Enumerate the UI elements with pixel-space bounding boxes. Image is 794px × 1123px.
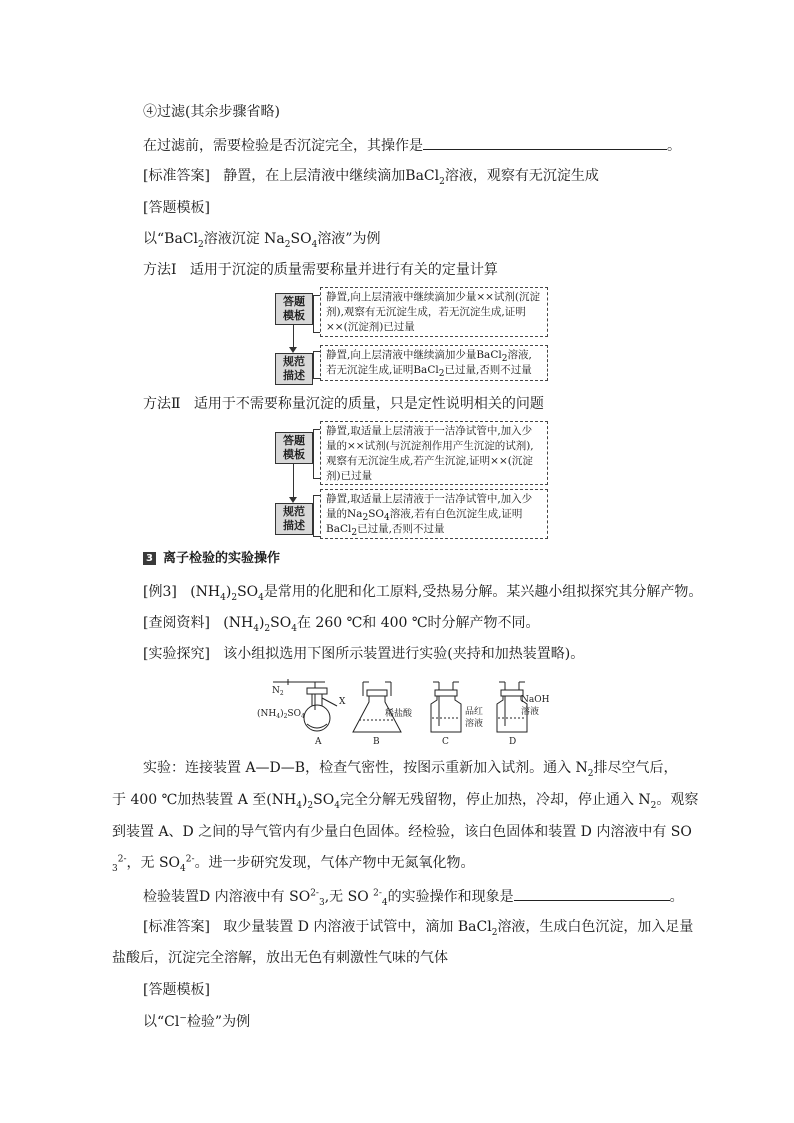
tag-line: 描述 [283, 369, 305, 382]
answer2-line2: 盐酸后，沉淀完全溶解，放出无色有刺激性气味的气体 [112, 950, 448, 966]
template-label: [答题模板] [143, 200, 210, 216]
b-liquid-label: 稀盐酸 [385, 709, 413, 719]
method1-text: 适用于沉淀的质量需要称量并进行有关的定量计算 [189, 262, 498, 278]
bottle-c [431, 696, 461, 732]
experiment-line3: 到装置 A、D 之间的导气管内有少量白色固体。经检验，该白色固体和装置 D 内溶液中有 SO [112, 824, 692, 840]
method1-tag-description [275, 353, 313, 385]
method1-description-box [320, 345, 548, 381]
exp-text: SO [313, 792, 335, 808]
d-liquid-label-1: NaOH [521, 695, 550, 705]
question1 [143, 135, 681, 155]
exp-text: ，无 SO [126, 855, 181, 871]
example-intro-2 [143, 1013, 250, 1031]
label-b: B [373, 737, 380, 747]
question1-text: 在过滤前，需要检验是否沉淀完全，其操作是 [143, 138, 423, 154]
box-text: 溶液,若有白色沉淀生成,证明BaCl [326, 508, 523, 535]
q2-end: 。 [669, 889, 684, 905]
answer-blank [514, 886, 670, 901]
answer1 [143, 167, 599, 185]
method1-label: 方法Ⅰ [143, 262, 177, 278]
intro2-a: 以“Cl [143, 1014, 180, 1030]
section3-title: 离子检验的实验操作 [163, 551, 281, 566]
intro-b: 溶液沉淀 Na [203, 231, 285, 247]
box-sub: 2 [501, 354, 508, 365]
exp-sub: 2 [587, 768, 594, 779]
exp-text: 。观察 [656, 792, 699, 808]
reagent-a-label: $(NH_4)_2SO_4$ [257, 709, 305, 720]
answer-blank [423, 135, 667, 150]
exp-sub: 4 [296, 800, 302, 811]
explore-label: [实验探究] [143, 646, 210, 662]
ex3-b: ) [225, 584, 232, 600]
exp-sub: 4 [334, 800, 340, 811]
tag-line: 模板 [283, 309, 305, 322]
question2 [143, 886, 684, 906]
exp-sup: 2- [117, 854, 127, 865]
intro-s3: 4 [311, 239, 318, 250]
box-text: 静置,向上层清液中继续滴加少量BaCl [326, 349, 502, 361]
method2-description-box [320, 489, 548, 539]
experiment-line2 [112, 791, 698, 809]
exp-sub: 2 [307, 800, 314, 811]
ex3-c: SO [237, 584, 259, 600]
box-sub: 2 [438, 369, 445, 380]
stopper-c [435, 690, 457, 696]
intro-s2: 2 [284, 239, 291, 250]
method2-label: 方法Ⅱ [143, 396, 181, 412]
question1-end: 。 [667, 138, 681, 154]
tag-line: 规范 [283, 355, 305, 368]
side-arm-a [322, 698, 337, 706]
method2-tag-template [275, 432, 313, 464]
exp-sub: 2 [650, 800, 657, 811]
label-d: D [509, 737, 517, 747]
answer1-text-b: 溶液，观察有无沉淀生成 [444, 168, 599, 184]
experiment-line1 [143, 759, 678, 777]
example-intro [143, 230, 380, 248]
reference [143, 614, 540, 632]
q2-text: 检验装置D 内溶液中有 SO [143, 889, 311, 905]
stopper-a [307, 688, 327, 694]
tag-line: 描述 [283, 519, 305, 532]
box-text: 已过量,否则不过量 [444, 364, 532, 376]
answer2-sub: 2 [491, 927, 498, 938]
box-sub: 4 [384, 513, 390, 524]
answer2-text: 溶液，生成白色沉淀，加入足量 [497, 919, 694, 935]
method2-heading [143, 395, 544, 413]
q2-sup: 2- [373, 888, 382, 899]
answer2-line1 [143, 918, 693, 936]
box-text: 静置,取适量上层清液于一洁净试管中,加入少量的Na [326, 493, 533, 520]
box-text: SO [368, 508, 384, 520]
method2-diagram [275, 421, 550, 539]
method2-text: 适用于不需要称量沉淀的质量，只是定性说明相关的问题 [193, 396, 544, 412]
ex3-d: 是常用的化肥和化工原料,受热易分解。某兴趣小组拟探究其分解产物。 [263, 584, 703, 600]
reference-label: [查阅资料] [143, 615, 210, 631]
ref-s3: 4 [291, 623, 297, 634]
box-sub: 2 [351, 528, 358, 539]
tag-line: 模板 [283, 448, 305, 461]
intro-s1: 2 [197, 239, 204, 250]
x-label: X [339, 697, 346, 707]
label-a: A [315, 737, 322, 747]
flask-a [304, 705, 330, 731]
q2-text: ,无 SO [324, 889, 374, 905]
intro-c: SO [290, 231, 312, 247]
ref-c: SO [270, 615, 292, 631]
ref-a: (NH [223, 615, 254, 631]
answer1-label: [标准答案] [143, 168, 210, 184]
apparatus-figure [255, 676, 550, 747]
ex3-s3: 4 [258, 592, 264, 603]
method1-diagram [275, 287, 550, 381]
label-c: C [442, 737, 449, 747]
n2-label: $N_2$ [272, 686, 284, 697]
ex3-s1: 4 [220, 592, 226, 603]
method1-template-box: 静置,向上层清液中继续滴加少量××试剂(沉淀剂),观察有无沉淀生成，若无沉淀生成,证明××(沉淀剂)已过量 [320, 287, 548, 337]
q2-sub: 3 [318, 897, 325, 908]
intro2-b: 检验”为例 [186, 1014, 251, 1030]
intro-d: 溶液”为例 [317, 231, 381, 247]
d-liquid-label-2: 溶液 [521, 707, 540, 717]
exp-sub: 3 [112, 863, 118, 874]
box-text: 已过量,否则不过量 [357, 523, 445, 535]
ref-d: 在 260 ℃和 400 ℃时分解产物不同。 [296, 615, 540, 631]
example3-label: [例3] [143, 584, 177, 600]
answer2-label: [标准答案] [143, 919, 210, 935]
answer1-text: 静置，在上层清液中继续滴加BaCl [223, 168, 440, 184]
ref-b: ) [258, 615, 265, 631]
exp-text: 完全分解无残留物，停止加热，冷却，停止通入 N [339, 792, 651, 808]
ex3-a: (NH [190, 584, 221, 600]
ref-s2: 2 [264, 623, 271, 634]
c-liquid-label-2: 溶液 [465, 719, 484, 729]
template-label-2: [答题模板] [143, 982, 210, 998]
exp-sup: 2- [185, 854, 195, 865]
connector-line [293, 464, 294, 499]
exp-text: 实验：连接装置 A—D—B，检查气密性，按图示重新加入试剂。通入 N [143, 760, 588, 776]
box-text: 溶液,若无沉淀生成,证明BaCl [326, 349, 532, 376]
stopper-d [501, 690, 523, 696]
method1-heading [143, 261, 498, 279]
explore [143, 645, 584, 663]
q2-sup: 2- [310, 888, 319, 899]
tag-line: 答题 [283, 434, 305, 447]
ex3-s2: 2 [231, 592, 238, 603]
method2-template-box: 静置,取适量上层清液于一洁净试管中,加入少量的××试剂(与沉淀剂作用产生沉淀的试剂),观察有无沉淀生成,若产生沉淀,证明××(沉淀剂)已过量 [320, 421, 548, 485]
reagent-a [307, 724, 327, 728]
exp-text: 排尽空气后， [593, 760, 678, 776]
exp-text: 。进一步研究发现，气体产物中无氮氧化物。 [194, 855, 475, 871]
method2-tag-description [275, 503, 313, 535]
c-liquid-label-1: 品红 [465, 707, 484, 717]
stopper-b [367, 690, 387, 696]
ref-s1: 4 [253, 623, 259, 634]
step4-text: ④过滤(其余步骤省略) [143, 104, 280, 120]
example3 [143, 583, 702, 601]
exp-sub: 4 [180, 863, 186, 874]
q2-text: 的实验操作和现象是 [387, 889, 514, 905]
answer1-sub: 2 [439, 176, 445, 187]
tag-line: 规范 [283, 505, 305, 518]
section-number-icon: 3 [143, 552, 156, 565]
intro-a: 以“BaCl [143, 231, 198, 247]
tag-line: 答题 [283, 295, 305, 308]
exp-text: ) [301, 792, 308, 808]
box-sub: 2 [362, 513, 369, 524]
experiment-line4 [112, 854, 475, 872]
explore-text: 该小组拟选用下图所示装置进行实验(夹持和加热装置略)。 [223, 646, 585, 662]
method1-tag-template [275, 293, 313, 325]
intro2-sup: − [179, 1013, 187, 1024]
answer2-text: 取少量装置 D 内溶液于试管中，滴加 BaCl [223, 919, 492, 935]
connector-line [293, 325, 294, 349]
q2-sub: 4 [381, 897, 388, 908]
exp-text: 于 400 ℃加热装置 A 至(NH [112, 792, 297, 808]
